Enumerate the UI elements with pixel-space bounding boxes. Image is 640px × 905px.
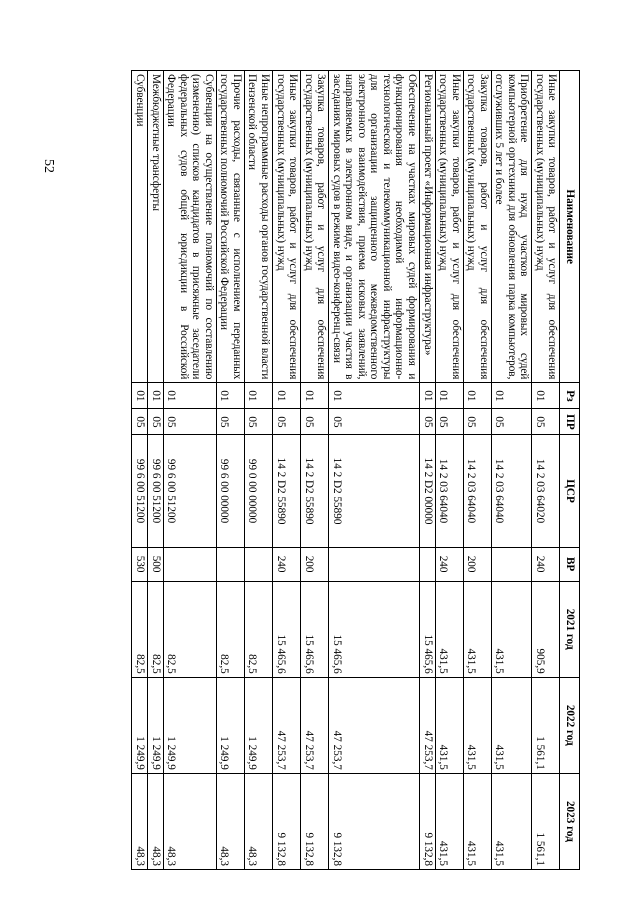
cell-pr: 05: [163, 409, 216, 435]
cell-2021: 82,5: [244, 581, 272, 677]
cell-2021: 15 465,6: [329, 581, 420, 677]
cell-csr: 14 2 D2 55890: [272, 435, 300, 547]
cell-2021: 431,5: [463, 581, 491, 677]
table-row: [419, 71, 435, 870]
cell-2022: 431,5: [435, 677, 463, 773]
header-2023: 2023 год: [560, 773, 580, 869]
header-csr: ЦСР: [560, 435, 580, 547]
cell-vr: 200: [301, 547, 329, 581]
cell-csr: 99 6 00 51200: [163, 435, 216, 547]
cell-vr: 200: [463, 547, 491, 581]
cell-2021: 431,5: [491, 581, 532, 677]
cell-2021: 905,9: [532, 581, 560, 677]
cell-csr: 14 2 D2 55890: [301, 435, 329, 547]
cell-vr: [244, 547, 272, 581]
cell-name: Иные закупки товаров, работ и услуг для обеспечения государственных (муниципальных) нужд: [532, 71, 560, 383]
cell-csr: 14 2 D2 55890: [329, 435, 420, 547]
cell-csr: 14 2 03 64040: [491, 435, 532, 547]
cell-rz: 01: [216, 383, 244, 409]
table-row: [329, 71, 420, 870]
header-2022: 2022 год: [560, 677, 580, 773]
table-body: [132, 71, 560, 870]
cell-2022: 1 249,9: [132, 677, 148, 773]
cell-2022: 47 253,7: [272, 677, 300, 773]
cell-name: Иные непрограммные расходы органов государственной власти Пензенской области: [244, 71, 272, 383]
table-row: [244, 71, 272, 870]
cell-csr: 99 6 00 00000: [216, 435, 244, 547]
cell-2023: 48,3: [163, 773, 216, 869]
cell-2023: 431,5: [435, 773, 463, 869]
header-name: Наименование: [560, 71, 580, 383]
cell-csr: 99 6 00 51200: [132, 435, 148, 547]
rotated-table-container: [70, 70, 580, 870]
cell-rz: 01: [419, 383, 435, 409]
cell-pr: 05: [463, 409, 491, 435]
cell-2021: 15 465,6: [301, 581, 329, 677]
cell-csr: 14 2 D2 00000: [419, 435, 435, 547]
cell-2023: 48,3: [148, 773, 164, 869]
cell-name: Субвенции на осуществление полномочий по составлению (изменению) списков кандидатов в присяжные заседатели федеральных судов общей юрисдикции в Российской Федерации: [163, 71, 216, 383]
cell-name: Приобретение для нужд участков мировых судей компьютерной оргтехники для обновления парка компьютеров, отслуживших 5 лет и более: [491, 71, 532, 383]
cell-2021: 82,5: [163, 581, 216, 677]
cell-2023: 9 132,8: [272, 773, 300, 869]
cell-vr: [419, 547, 435, 581]
table-row: [532, 71, 560, 870]
cell-pr: 05: [532, 409, 560, 435]
cell-2022: 431,5: [491, 677, 532, 773]
cell-name: Закупка товаров, работ и услуг для обеспечения государственных (муниципальных) нужд: [463, 71, 491, 383]
cell-csr: 99 6 00 51200: [148, 435, 164, 547]
cell-2022: 1 249,9: [216, 677, 244, 773]
cell-2022: 1 249,9: [163, 677, 216, 773]
cell-vr: [329, 547, 420, 581]
cell-rz: 01: [463, 383, 491, 409]
cell-rz: 01: [491, 383, 532, 409]
cell-2021: 15 465,6: [419, 581, 435, 677]
cell-rz: 01: [435, 383, 463, 409]
cell-rz: 01: [132, 383, 148, 409]
cell-name: Прочие расходы, связанные с исполнением переданных государственных полномочий Российской Федерации: [216, 71, 244, 383]
cell-2021: 82,5: [216, 581, 244, 677]
cell-rz: 01: [148, 383, 164, 409]
cell-vr: 240: [435, 547, 463, 581]
cell-rz: 01: [272, 383, 300, 409]
cell-rz: 01: [244, 383, 272, 409]
header-pr: ПР: [560, 409, 580, 435]
cell-pr: 05: [132, 409, 148, 435]
cell-name: Закупка товаров, работ и услуг для обеспечения государственных (муниципальных) нужд: [301, 71, 329, 383]
cell-vr: 240: [532, 547, 560, 581]
page-number: 52: [41, 159, 56, 173]
table-row: [491, 71, 532, 870]
cell-pr: 05: [216, 409, 244, 435]
cell-pr: 05: [272, 409, 300, 435]
cell-vr: [491, 547, 532, 581]
cell-vr: [216, 547, 244, 581]
cell-csr: 99 0 00 00000: [244, 435, 272, 547]
cell-2022: 431,5: [463, 677, 491, 773]
cell-rz: 01: [329, 383, 420, 409]
cell-2021: 82,5: [148, 581, 164, 677]
table-row: [148, 71, 164, 870]
cell-pr: 05: [148, 409, 164, 435]
cell-vr: 240: [272, 547, 300, 581]
cell-2023: 1 561,1: [532, 773, 560, 869]
table-row: [216, 71, 244, 870]
cell-rz: 01: [301, 383, 329, 409]
header-vr: ВР: [560, 547, 580, 581]
cell-vr: 500: [148, 547, 164, 581]
header-rz: Рз: [560, 383, 580, 409]
cell-name: Иные закупки товаров, работ и услуг для обеспечения государственных (муниципальных) нужд: [272, 71, 300, 383]
header-2021: 2021 год: [560, 581, 580, 677]
cell-name: Иные закупки товаров, работ и услуг для обеспечения государственных (муниципальных) нужд: [435, 71, 463, 383]
cell-rz: 01: [163, 383, 216, 409]
cell-name: Субвенции: [132, 71, 148, 383]
cell-2021: 15 465,6: [272, 581, 300, 677]
cell-csr: 14 2 03 64040: [463, 435, 491, 547]
table-row: [163, 71, 216, 870]
cell-2023: 9 132,8: [329, 773, 420, 869]
table-row: [463, 71, 491, 870]
table-row: [435, 71, 463, 870]
table-row: [132, 71, 148, 870]
cell-2022: 47 253,7: [301, 677, 329, 773]
cell-2023: 48,3: [132, 773, 148, 869]
cell-csr: 14 2 03 64020: [532, 435, 560, 547]
cell-pr: 05: [244, 409, 272, 435]
cell-name: Межбюджетные трансферты: [148, 71, 164, 383]
cell-vr: [163, 547, 216, 581]
cell-2022: 1 249,9: [148, 677, 164, 773]
cell-name: Обеспечение на участках мировых судей формирования и функционирования необходимой информационно-технологической и телекоммуникационной инфраструктуры для организации защищенного межведомственного электронного взаимодействия, приема исковых заявлений, направляемых в электронном виде, и организации участия в заседаниях мировых судов в режиме видео-конференц-связи: [329, 71, 420, 383]
cell-2023: 431,5: [463, 773, 491, 869]
cell-2023: 48,3: [244, 773, 272, 869]
cell-pr: 05: [301, 409, 329, 435]
cell-vr: 530: [132, 547, 148, 581]
cell-2022: 1 561,1: [532, 677, 560, 773]
cell-2022: 47 253,7: [419, 677, 435, 773]
cell-2021: 82,5: [132, 581, 148, 677]
cell-2023: 9 132,8: [419, 773, 435, 869]
table-row: [272, 71, 300, 870]
cell-pr: 05: [329, 409, 420, 435]
cell-2023: 431,5: [491, 773, 532, 869]
cell-rz: 01: [532, 383, 560, 409]
cell-2022: 47 253,7: [329, 677, 420, 773]
budget-table: [132, 70, 581, 870]
table-header-row: [560, 71, 580, 870]
cell-pr: 05: [435, 409, 463, 435]
table-row: [301, 71, 329, 870]
cell-csr: 14 2 03 64040: [435, 435, 463, 547]
cell-name: Региональный проект «Информационная инфраструктура»: [419, 71, 435, 383]
cell-2023: 48,3: [216, 773, 244, 869]
cell-2021: 431,5: [435, 581, 463, 677]
cell-pr: 05: [491, 409, 532, 435]
cell-pr: 05: [419, 409, 435, 435]
cell-2023: 9 132,8: [301, 773, 329, 869]
cell-2022: 1 249,9: [244, 677, 272, 773]
